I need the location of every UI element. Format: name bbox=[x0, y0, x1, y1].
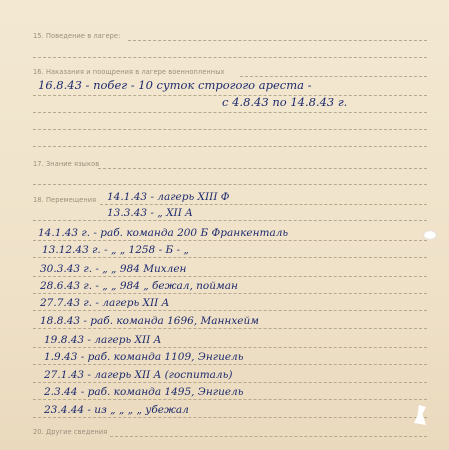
transfers-line-7 bbox=[33, 310, 427, 311]
transfers-label: 18. Перемещения bbox=[33, 196, 97, 204]
other-label: 20. Другие сведения bbox=[33, 428, 108, 436]
transfer-entry: 2.3.44 - раб. команда 1495, Энгиель bbox=[44, 386, 244, 398]
transfers-line-4 bbox=[33, 257, 427, 258]
transfer-entry: 28.6.43 г. - „ „ 984 „ бежал, пойман bbox=[40, 280, 238, 292]
transfer-entry: 27.1.43 - лагерь XII A (госпиталь) bbox=[44, 369, 233, 381]
punishments-line bbox=[240, 76, 427, 77]
transfers-line-6 bbox=[33, 293, 427, 294]
punishment-entry-2: с 4.8.43 по 14.8.43 г. bbox=[222, 95, 348, 109]
transfer-entry: 23.4.44 - из „ „ „ „ убежал bbox=[44, 404, 189, 416]
transfers-line-10 bbox=[33, 364, 427, 365]
punishment-entry-1: 16.8.43 - побег - 10 суток строгого ареста - bbox=[38, 78, 312, 92]
behavior-line bbox=[128, 40, 427, 41]
transfer-entry: 13.12.43 г. - „ „ 1258 - Б - „ bbox=[42, 244, 189, 256]
transfers-line-13 bbox=[33, 417, 427, 418]
languages-line bbox=[98, 168, 427, 169]
punch-hole bbox=[423, 230, 437, 240]
transfers-line-11 bbox=[33, 382, 427, 383]
languages-label: 17. Знание языков bbox=[33, 160, 100, 168]
transfers-line bbox=[100, 204, 427, 205]
transfer-entry: 14.1.43 г. - раб. команда 200 Б Франкенталь bbox=[38, 227, 289, 239]
other-line bbox=[110, 436, 427, 437]
transfer-entry: 30.3.43 г. - „ „ 984 Михлен bbox=[40, 263, 187, 275]
transfer-entry: 18.8.43 - раб. команда 1696, Маннхейм bbox=[40, 315, 259, 327]
transfer-entry: 19.8.43 - лагерь XII A bbox=[44, 334, 162, 346]
behavior-label: 15. Поведение в лагере: bbox=[33, 32, 121, 40]
transfer-entry: 13.3.43 - „ XII A bbox=[107, 207, 193, 219]
behavior-line-2 bbox=[33, 57, 427, 58]
punishments-line-4 bbox=[33, 129, 427, 130]
punishments-label: 16. Наказания и поощрения в лагере военнопленных bbox=[33, 68, 225, 76]
punishments-line-5 bbox=[33, 146, 427, 147]
transfers-line-5 bbox=[33, 276, 427, 277]
transfers-line-9 bbox=[33, 347, 427, 348]
transfer-entry: 27.7.43 г. - лагерь XII A bbox=[40, 297, 170, 309]
transfers-line-2 bbox=[33, 220, 427, 221]
paper-tear bbox=[414, 405, 426, 425]
transfers-line-8 bbox=[33, 328, 427, 329]
transfers-line-3 bbox=[33, 240, 427, 241]
transfer-entry: 1.9.43 - раб. команда 1109, Энгиель bbox=[44, 351, 244, 363]
punishments-line-3 bbox=[33, 112, 427, 113]
transfers-line-12 bbox=[33, 399, 427, 400]
languages-line-2 bbox=[33, 184, 427, 185]
transfer-entry: 14.1.43 - лагерь XIII Ф bbox=[107, 191, 230, 203]
